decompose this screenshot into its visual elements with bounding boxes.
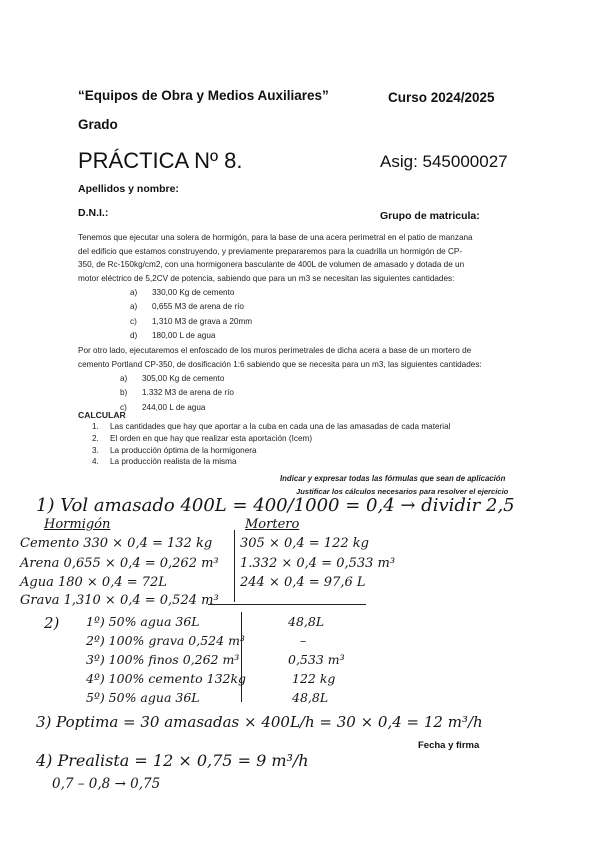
materials-list-2 [120, 372, 234, 415]
paragraph-line: motor eléctrico de 5,2CV de potencia, sabiendo que para un m3 se necesitan las siguientes cantidades: [78, 273, 455, 283]
list-item: c) 1,310 M3 de grava a 20mm [130, 316, 253, 326]
problem-paragraph-1 [78, 231, 473, 285]
course-year: Curso 2024/2025 [388, 90, 495, 105]
materials-list-1 [130, 286, 252, 343]
subject-code: Asig: 545000027 [380, 152, 508, 171]
order-step: 4º) 100% cemento 132kg [86, 671, 247, 686]
column-divider-2 [241, 612, 242, 702]
list-item: b) 1.332 M3 de arena de río [120, 388, 234, 398]
column-divider [234, 530, 235, 602]
paragraph-line: cemento Portland CP-350, de dosificación 1:6 sabiendo que se necesita para un m3, las siguientes cantidades: [78, 359, 482, 369]
list-item: c) 244,00 L de agua [120, 402, 206, 412]
list-item: a) 330,00 Kg de cemento [130, 288, 235, 297]
order-step: 2º) 100% grava 0,524 m³ [86, 633, 245, 648]
handwritten-production-optima: 3) Poptima = 30 amasadas × 400L/h = 30 × 0,4 = 12 m³/h [36, 713, 483, 731]
instruction-note-2: Justificar los cálculos necesarios para resolver el ejercicio [296, 487, 509, 496]
handwritten-line-1: 1) Vol amasado 400L = 400/1000 = 0,4 → dividir 2,5 [36, 495, 515, 516]
list-item: 1. Las cantidades que hay que aportar a la cuba en cada una de las amasadas de cada material [92, 422, 451, 431]
handwritten-row-arena-mortero: 1.332 × 0,4 = 0,533 m³ [240, 556, 396, 571]
handwritten-row-agua-mortero: 244 × 0,4 = 97,6 L [240, 575, 366, 590]
handwritten-row-cemento: Cemento 330 × 0,4 = 132 kg [20, 536, 213, 551]
handwritten-efficiency-factor: 0,7 – 0,8 → 0,75 [52, 776, 161, 792]
hormigon-heading: Hormigón [44, 517, 111, 532]
order-label: 2) [44, 614, 60, 632]
calcular-heading: CALCULAR [78, 410, 126, 420]
order-step-mortero: 48,8L [288, 614, 325, 629]
paragraph-line: Tenemos que ejecutar una solera de hormigón, para la base de una acera perimetral en el patio de manzana [78, 233, 473, 242]
handwritten-row-arena: Arena 0,655 × 0,4 = 0,262 m³ [20, 556, 219, 571]
instruction-note-1: Indicar y expresar todas las fórmulas que sean de aplicación [280, 474, 506, 483]
paragraph-line: del edificio que estamos construyendo, y previamente prepararemos para la cuadrilla un hormigón de CP- [78, 246, 463, 256]
practice-title: PRÁCTICA Nº 8. [78, 148, 243, 173]
order-step-mortero: – [300, 633, 307, 648]
problem-paragraph-2 [78, 344, 482, 371]
tasks-list [92, 421, 450, 468]
list-item: 2. El orden en que hay que realizar esta aportación (Icem) [92, 433, 313, 443]
handwritten-row-grava: Grava 1,310 × 0,4 = 0,524 m³ [20, 593, 219, 608]
list-item: 3. La producción óptima de la hormigonera [92, 445, 257, 455]
paragraph-line: Por otro lado, ejecutaremos el enfoscado de los muros perimetrales de dicha acera a base de un mortero de [78, 346, 472, 355]
paragraph-line: 350, de Rc-150kg/cm2, con una hormigonera basculante de 400L de volumen de amasado y dotada de un [78, 260, 465, 269]
list-item: a) 0,655 M3 de arena de río [130, 302, 244, 312]
list-item: 4. La producción realista de la misma [92, 457, 237, 467]
handwritten-production-realista: 4) Prealista = 12 × 0,75 = 9 m³/h [36, 751, 309, 770]
separator-line [208, 604, 366, 605]
grado-label: Grado [78, 117, 118, 132]
handwritten-row-cemento-mortero: 305 × 0,4 = 122 kg [240, 536, 369, 551]
mortero-heading: Mortero [245, 517, 300, 532]
order-step: 3º) 100% finos 0,262 m³ [86, 652, 240, 667]
order-step-mortero: 48,8L [292, 690, 329, 705]
order-step: 1º) 50% agua 36L [86, 614, 200, 629]
apellidos-label: Apellidos y nombre: [78, 183, 179, 195]
handwritten-row-agua: Agua 180 × 0,4 = 72L [20, 575, 167, 590]
list-item: a) 305,00 Kg de cemento [120, 374, 225, 383]
course-title: “Equipos de Obra y Medios Auxiliares” [78, 88, 329, 103]
order-step: 5º) 50% agua 36L [86, 690, 200, 705]
order-step-mortero: 0,533 m³ [288, 652, 345, 667]
fecha-firma-label: Fecha y firma [418, 740, 480, 751]
grupo-label: Grupo de matricula: [380, 210, 480, 222]
list-item: d) 180,00 L de agua [130, 330, 216, 340]
order-step-mortero: 122 kg [292, 671, 336, 686]
dni-label: D.N.I.: [78, 207, 109, 219]
